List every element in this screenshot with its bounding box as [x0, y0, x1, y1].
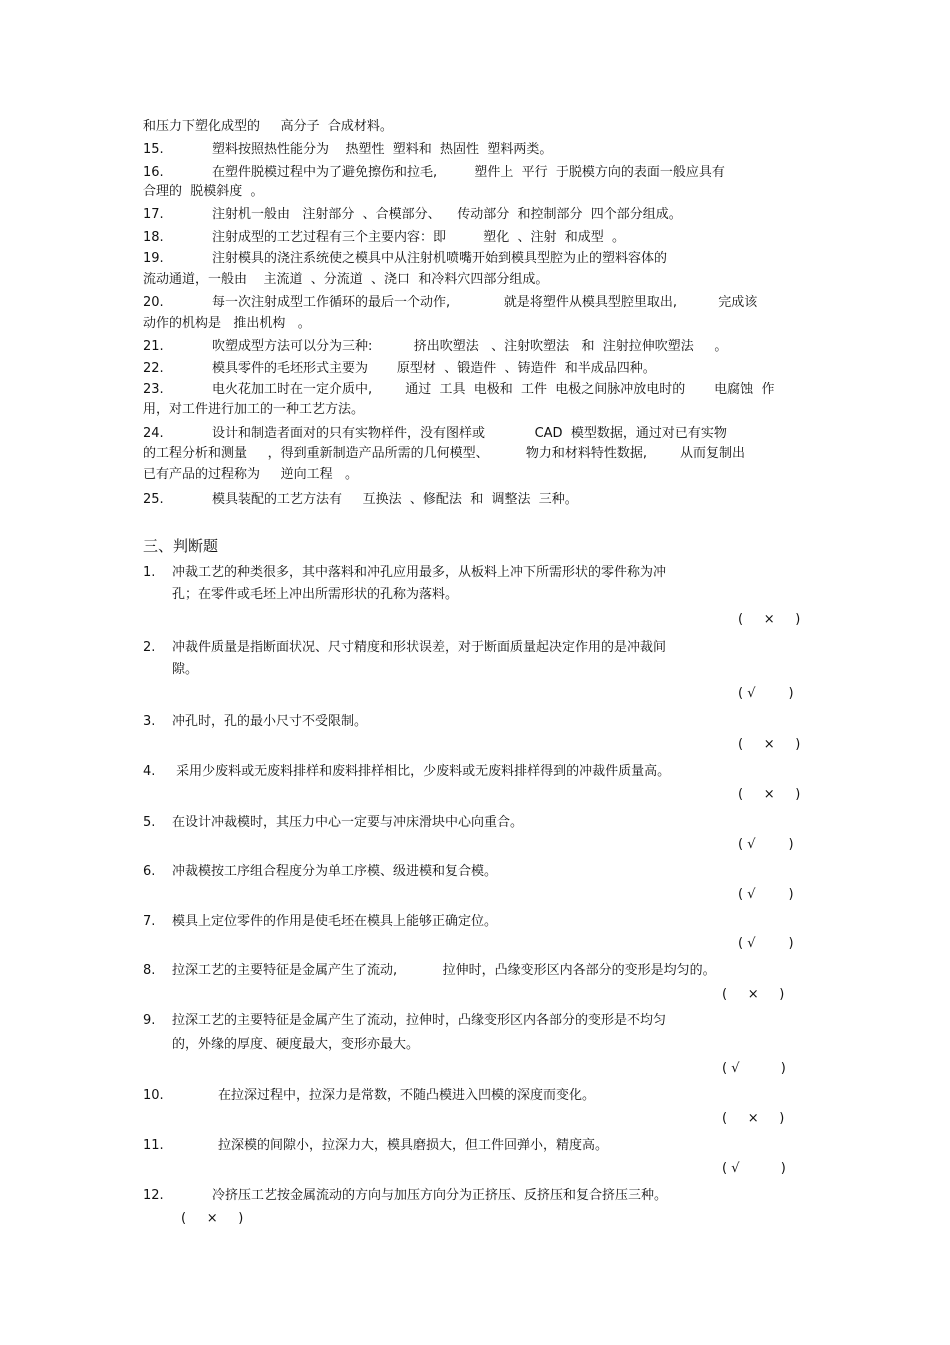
fill-item-text: 用，对工件进行加工的一种工艺方法。 — [143, 402, 365, 417]
judgment-text: 冲裁模按工序组合程度分为单工序模、级进模和复合模。 — [172, 864, 498, 879]
fill-item-number: 18. — [143, 230, 164, 245]
judgment-text: 孔；在零件或毛坯上冲出所需形状的孔称为落料。 — [172, 587, 459, 602]
judgment-number: 6. — [143, 864, 156, 879]
fill-item-text: 设计和制造者面对的只有实物样件，没有图样或 CAD 模型数据，通过对已有实物 — [212, 426, 727, 441]
judgment-number: 2. — [143, 640, 156, 655]
fill-item-text: 已有产品的过程称为 逆向工程 。 — [143, 467, 359, 482]
judgment-number: 3. — [143, 714, 156, 729]
fill-item-text: 合理的 脱模斜度 。 — [143, 184, 264, 199]
fill-item-text: 在塑件脱模过程中为了避免擦伤和拉毛, 塑件上 平行 于脱模方向的表面一般应具有 — [212, 165, 725, 180]
fill-item-number: 22. — [143, 361, 164, 376]
fill-item-text: 注射机一般由 注射部分 、合模部分、 传动部分 和控制部分 四个部分组成。 — [212, 207, 682, 222]
judgment-number: 5. — [143, 815, 156, 830]
fill-item-text: 流动通道，一般由 主流道 、分流道 、浇口 和冷料穴四部分组成。 — [143, 272, 549, 287]
fill-item-text: 动作的机构是 推出机构 。 — [143, 316, 311, 331]
judgment-number: 12. — [143, 1188, 164, 1203]
judgment-text: 拉深工艺的主要特征是金属产生了流动, 拉伸时，凸缘变形区内各部分的变形是均匀的。 — [172, 963, 716, 978]
fill-item-number: 25. — [143, 492, 164, 507]
fill-item-14-continued: 和压力下塑化成型的 高分子 合成材料。 — [143, 119, 393, 134]
judgment-number: 10. — [143, 1088, 164, 1103]
fill-item-text: 模具装配的工艺方法有 互换法 、修配法 和 调整法 三种。 — [212, 492, 578, 507]
judgment-number: 8. — [143, 963, 156, 978]
judgment-number: 9. — [143, 1013, 156, 1028]
judgment-text: 冲孔时，孔的最小尺寸不受限制。 — [172, 714, 368, 729]
judgment-text: 的，外缘的厚度、硬度最大，变形亦最大。 — [172, 1037, 420, 1052]
judgment-answer: ( × ) — [738, 787, 801, 802]
fill-item-number: 19. — [143, 251, 164, 266]
fill-item-number: 17. — [143, 207, 164, 222]
judgment-text: 拉深工艺的主要特征是金属产生了流动，拉伸时，凸缘变形区内各部分的变形是不均匀 — [172, 1013, 667, 1028]
judgment-answer: ( √ ) — [738, 837, 794, 852]
fill-item-text: 电火花加工时在一定介质中, 通过 工具 电极和 工件 电极之间脉冲放电时的 电腐蚀 作 — [212, 382, 775, 397]
judgment-text: 冲裁件质量是指断面状况、尺寸精度和形状误差，对于断面质量起决定作用的是冲裁间 — [172, 640, 667, 655]
judgment-answer: ( √ ) — [722, 1161, 786, 1176]
judgment-answer: ( √ ) — [722, 1061, 786, 1076]
fill-item-text: 每一次注射成型工作循环的最后一个动作, 就是将塑件从模具型腔里取出, 完成该 — [212, 295, 758, 310]
judgment-answer: ( × ) — [722, 1111, 785, 1126]
judgment-number: 4. — [143, 764, 156, 779]
judgment-text: 隙。 — [172, 662, 199, 677]
fill-item-text: 注射成型的工艺过程有三个主要内容：即 塑化 、注射 和成型 。 — [212, 230, 625, 245]
judgment-answer: ( × ) — [722, 987, 785, 1002]
section-title: 三、判断题 — [143, 537, 219, 555]
fill-item-number: 23. — [143, 382, 164, 397]
fill-item-text: 模具零件的毛坯形式主要为 原型材 、锻造件 、铸造件 和半成品四种。 — [212, 361, 656, 376]
judgment-answer: ( √ ) — [738, 686, 794, 701]
judgment-answer: ( √ ) — [738, 936, 794, 951]
fill-item-number: 24. — [143, 426, 164, 441]
fill-item-text: 的工程分析和测量 ，得到重新制造产品所需的几何模型、 物力和材料特性数据, 从而复制出 — [143, 446, 746, 461]
judgment-number: 11. — [143, 1138, 164, 1153]
fill-item-number: 15. — [143, 142, 164, 157]
judgment-text: 模具上定位零件的作用是使毛坯在模具上能够正确定位。 — [172, 914, 498, 929]
judgment-text: 冲裁工艺的种类很多，其中落料和冲孔应用最多，从板料上冲下所需形状的零件称为冲 — [172, 565, 667, 580]
fill-item-number: 20. — [143, 295, 164, 310]
judgment-text: 在设计冲裁模时，其压力中心一定要与冲床滑块中心向重合。 — [172, 815, 524, 830]
judgment-number: 7. — [143, 914, 156, 929]
judgment-text: 在拉深过程中，拉深力是常数，不随凸模进入凹模的深度而变化。 — [218, 1088, 596, 1103]
judgment-text: 拉深模的间隙小，拉深力大，模具磨损大，但工件回弹小，精度高。 — [218, 1138, 609, 1153]
fill-item-number: 21. — [143, 339, 164, 354]
fill-item-number: 16. — [143, 165, 164, 180]
judgment-answer: ( × ) — [738, 612, 801, 627]
judgment-text: 冷挤压工艺按金属流动的方向与加压方向分为正挤压、反挤压和复合挤压三种。 — [212, 1188, 668, 1203]
judgment-answer: ( √ ) — [738, 887, 794, 902]
judgment-number: 1. — [143, 565, 156, 580]
judgment-text: 采用少废料或无废料排样和废料排样相比，少废料或无废料排样得到的冲裁件质量高。 — [172, 764, 671, 779]
judgment-answer: ( × ) — [738, 737, 801, 752]
fill-item-text: 吹塑成型方法可以分为三种: 挤出吹塑法 、注射吹塑法 和 注射拉伸吹塑法 。 — [212, 339, 728, 354]
fill-item-text: 塑料按照热性能分为 热塑性 塑料和 热固性 塑料两类。 — [212, 142, 553, 157]
fill-item-text: 注射模具的浇注系统使之模具中从注射机喷嘴开始到模具型腔为止的塑料容体的 — [212, 251, 668, 266]
judgment-answer: ( × ) — [181, 1211, 244, 1226]
